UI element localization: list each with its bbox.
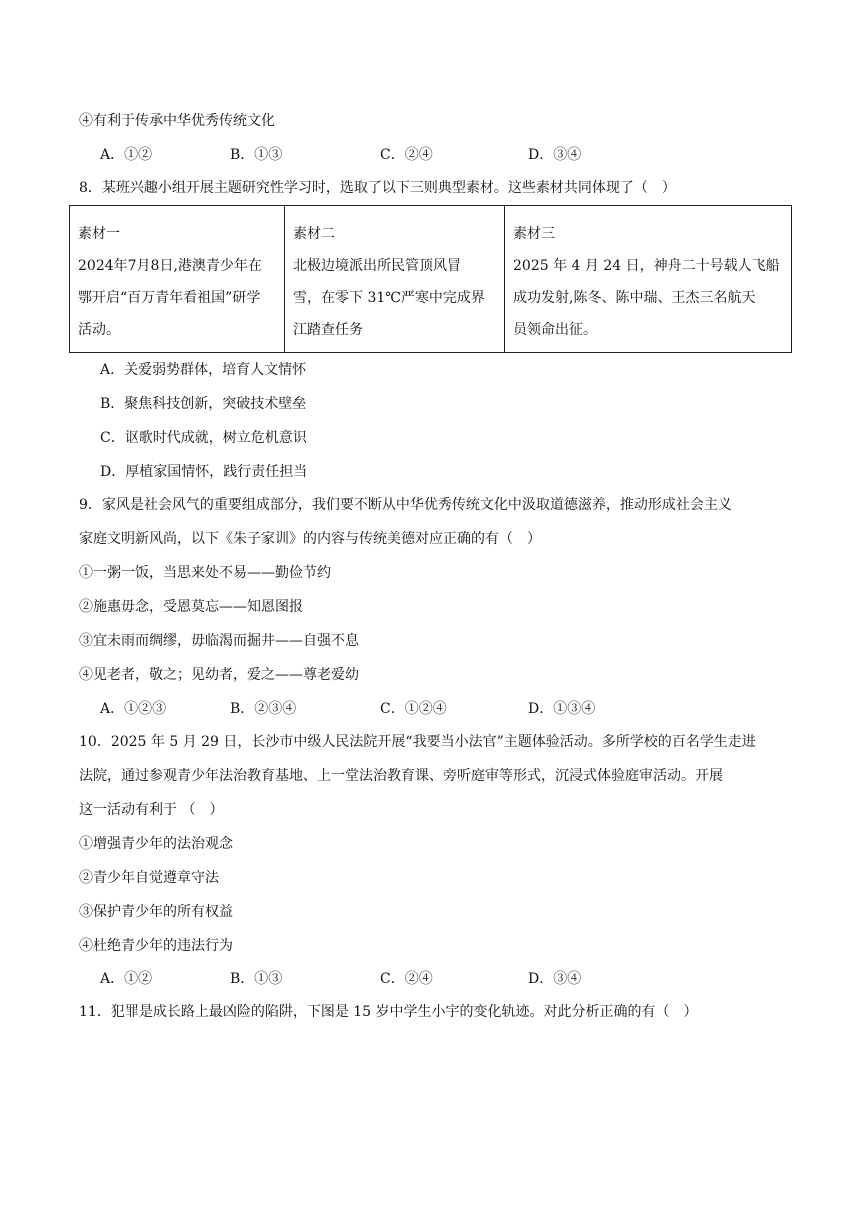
q10-item-3: ③保护青少年的所有权益	[79, 904, 233, 920]
q7-option-c[interactable]: C．②④	[380, 147, 433, 163]
q8-option-d[interactable]: D．厚植家国情怀，践行责任担当	[100, 464, 308, 480]
q7-option-d[interactable]: D．③④	[528, 147, 582, 163]
q9-option-b[interactable]: B．②③④	[230, 701, 297, 717]
material-3-line-1: 2025 年 4 月 24 日，神舟二十号载人飞船	[513, 258, 780, 274]
q8-option-b[interactable]: B．聚焦科技创新，突破技术壁垒	[100, 396, 307, 412]
q10-option-b[interactable]: B．①③	[230, 971, 283, 987]
q11-stem: 11．犯罪是成长路上最凶险的陷阱，下图是 15 岁中学生小宇的变化轨迹。对此分析正确的有（ ）	[79, 1004, 698, 1020]
q7-option-a[interactable]: A．①②	[100, 147, 153, 163]
material-2-line-2: 雪，在零下 31℃严寒中完成界	[293, 290, 485, 306]
material-2-cell	[285, 206, 505, 353]
q9-options	[100, 699, 800, 719]
material-2-title: 素材二	[293, 226, 335, 242]
q10-option-a[interactable]: A．①②	[100, 971, 153, 987]
q9-item-1: ①一粥一饭，当思来处不易——勤俭节约	[79, 565, 331, 581]
q10-item-1: ①增强青少年的法治观念	[79, 836, 233, 852]
q7-item-4: ④有利于传承中华优秀传统文化	[79, 113, 275, 129]
q7-option-b[interactable]: B．①③	[230, 147, 283, 163]
material-1-line-3: 活动。	[78, 322, 120, 338]
q10-option-d[interactable]: D．③④	[528, 971, 582, 987]
q9-stem-line-1: 9．家风是社会风气的重要组成部分，我们要不断从中华优秀传统文化中汲取道德滋养，推动形成社会主义	[79, 497, 732, 513]
q10-stem-line-3: 这一活动有利于 （ ）	[79, 802, 224, 818]
q10-option-c[interactable]: C．②④	[380, 971, 433, 987]
material-1-line-2: 鄂开启“百万青年看祖国”研学	[78, 290, 261, 306]
material-2-line-1: 北极边境派出所民管顶风冒	[293, 258, 461, 274]
q10-options	[100, 969, 800, 989]
material-1-cell	[70, 206, 285, 353]
q9-stem-line-2: 家庭文明新风尚，以下《朱子家训》的内容与传统美德对应正确的有（ ）	[79, 531, 541, 547]
q8-stem: 8．某班兴趣小组开展主题研究性学习时，选取了以下三则典型素材。这些素材共同体现了（ ）	[79, 180, 676, 196]
material-3-cell	[505, 206, 792, 353]
q9-option-c[interactable]: C．①②④	[380, 701, 447, 717]
q9-option-a[interactable]: A．①②③	[100, 701, 167, 717]
q8-materials-table	[69, 205, 792, 353]
q9-item-2: ②施惠毋念，受恩莫忘——知恩图报	[79, 599, 303, 615]
material-1-title: 素材一	[78, 226, 120, 242]
q9-option-d[interactable]: D．①③④	[528, 701, 596, 717]
q10-item-2: ②青少年自觉遵章守法	[79, 870, 219, 886]
q10-item-4: ④杜绝青少年的违法行为	[79, 938, 233, 954]
q10-stem-line-2: 法院，通过参观青少年法治教育基地、上一堂法治教育课、旁听庭审等形式，沉浸式体验庭审活动。开展	[79, 768, 723, 784]
q8-option-a[interactable]: A．关爱弱势群体，培育人文情怀	[100, 362, 307, 378]
q9-item-3: ③宜未雨而绸缪，毋临渴而掘井——自强不息	[79, 633, 359, 649]
material-3-line-2: 成功发射,陈冬、陈中瑞、王杰三名航天	[513, 290, 756, 306]
material-3-line-3: 员领命出征。	[513, 322, 597, 338]
material-3-title: 素材三	[513, 226, 555, 242]
q9-item-4: ④见老者，敬之；见幼者，爱之——尊老爱幼	[79, 667, 359, 683]
q8-option-c[interactable]: C．讴歌时代成就，树立危机意识	[100, 430, 307, 446]
material-1-line-1: 2024年7月8日,港澳青少年在	[78, 258, 262, 274]
material-2-line-3: 江踏查任务	[293, 322, 363, 338]
q10-stem-line-1: 10．2025 年 5 月 29 日，长沙市中级人民法院开展“我要当小法官”主题体验活动。多所学校的百名学生走进	[79, 734, 756, 750]
q7-options	[100, 145, 800, 165]
